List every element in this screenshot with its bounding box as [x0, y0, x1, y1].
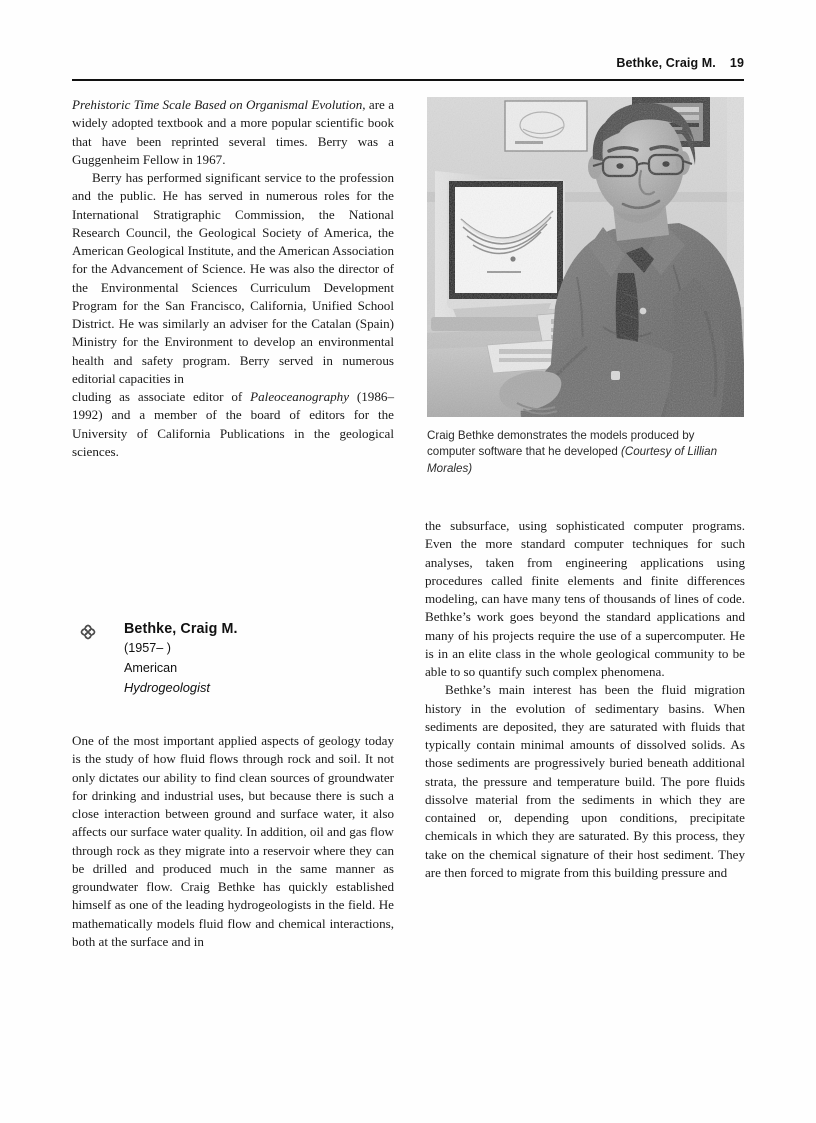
running-head	[72, 56, 744, 70]
entry-body-paragraph: One of the most important applied aspects of geology today is the study of how fluid flows through rock and soil. It not only dictates our ability to find clean sources of groundwater for drinking and industrial uses, but because there is such a close interaction between ground and surface water, it also affects our surface water quality. In addition, oil and gas flow through rock as they migrate into a reservoir where they can be drilled and produced much in the same manner as groundwater flow. Craig Bethke has quickly established himself as one of the leading hydrogeologists in the field. He mathematically models fluid flow and chemical interactions, both at the surface and in	[72, 733, 394, 949]
right-paragraph-continued: the subsurface, using sophisticated computer programs. Even the more standard computer techniques for such analyses, taken from engineering applications using procedures called finite elements and finite differences modeling, can have many tens of thousands of lines of code. Bethke’s work goes beyond the standard applications and many of his projects require the use of a supercomputer. He is in an elite class in the whole geological community to be able to so quantify such complex phenomena.	[425, 518, 745, 679]
entry-field: Hydrogeologist	[124, 680, 210, 696]
portrait-photograph	[427, 97, 744, 417]
diamond-knot-ornament-icon	[80, 624, 96, 640]
caption-text: Craig Bethke demonstrates the models produced by computer software that he developed	[427, 429, 695, 459]
paragraph-continued-rest: are a widely adopted textbook and a more popular scientific book that have been reprinted several times. Berry was a Guggenheim Fellow in 1967.	[72, 97, 395, 167]
header-rule	[72, 79, 744, 81]
left-column	[72, 96, 394, 461]
entry-heading-lines	[124, 620, 394, 698]
paragraph-berry-service: Berry has performed significant service to the profession and the public. He has served in numerous roles for the International Stratigraphic Commission, the National Research Council, the Geological Society of America, the American Geological Institute, and the American Association for the Advancement of Science. He was also the director of the Environmental Sciences Curriculum Development Program for the San Francisco, California, Unified School District. He was similarly an adviser for the Catalan (Spain) Ministry for the Environment to develop an environmental health and safety program. Berry served in numerous editorial capacities in	[72, 170, 394, 386]
paragraph-editorial-post: (1986–1992) and a member of the board of editors for the University of California Publications in the geological sciences.	[72, 389, 394, 459]
entry-name: Bethke, Craig M.	[124, 621, 238, 637]
paragraph-continued	[72, 96, 394, 169]
entry-heading-block	[72, 620, 394, 698]
entry-nationality: American	[124, 660, 178, 675]
book-title-italic: Prehistoric Time Scale Based on Organismal Evolution,	[72, 97, 366, 112]
entry-dates: (1957– )	[124, 641, 171, 656]
paragraph-editorial	[72, 388, 394, 461]
running-head-title: Bethke, Craig M.	[616, 56, 716, 70]
right-column	[425, 517, 745, 882]
page-number: 19	[729, 56, 744, 70]
paragraph-editorial-pre: cluding as associate editor of	[72, 389, 251, 404]
right-paragraph-fluid-migration: Bethke’s main interest has been the fluid migration history in the evolution of sedimentary basins. When sediments are deposited, they are saturated with fluids that typically contain minimal amounts of dissolved solids. As those sediments are progressively buried beneath additional strata, the pressure and temperature build. The pore fluids dissolve material from the sediments in which they are contained or, depending upon conditions, precipitate chemicals in which they are saturated. By this process, they take on the chemical signature of their host sediment. They are then forced to migrate from this building pressure and	[425, 682, 745, 880]
caption-courtesy: (Courtesy of Lillian Morales)	[427, 445, 718, 475]
entry-body-column	[72, 732, 394, 951]
photo-caption	[427, 428, 745, 477]
journal-title-italic: Paleoceanography	[250, 389, 350, 404]
